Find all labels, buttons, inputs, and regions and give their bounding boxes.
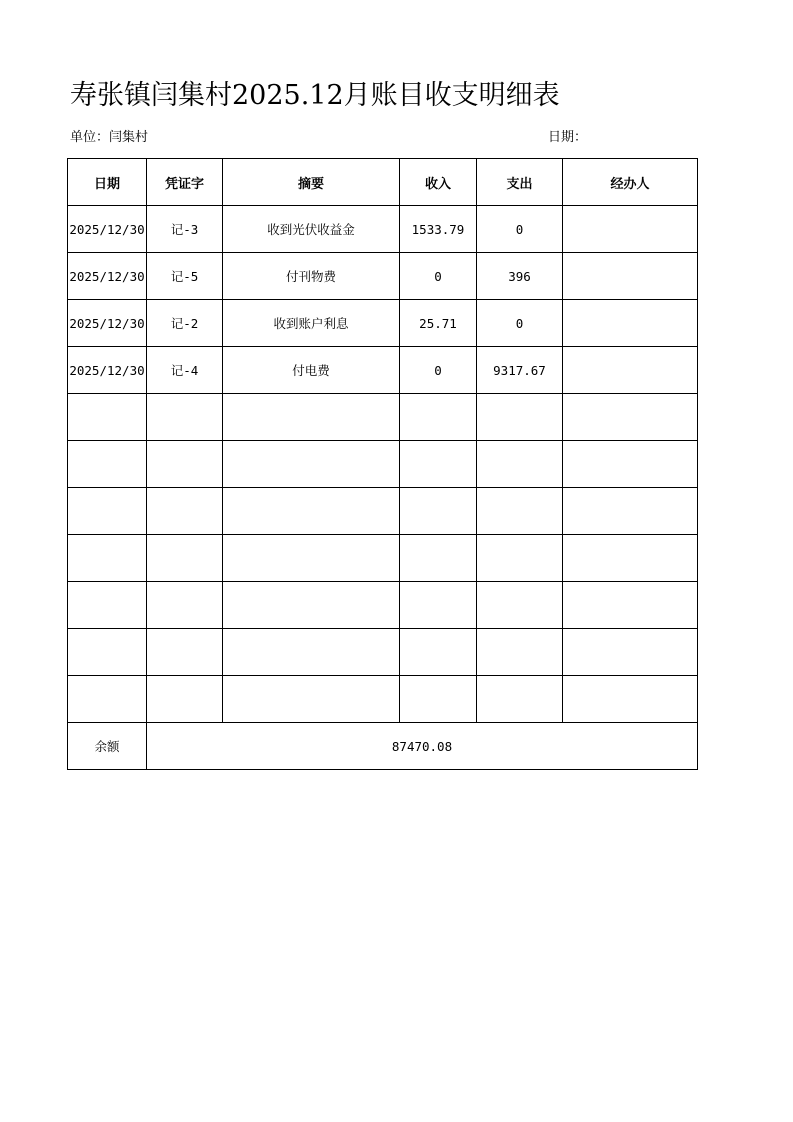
cell-income: 0 — [400, 253, 477, 300]
cell-handler — [563, 347, 698, 394]
balance-row — [68, 723, 698, 770]
cell-voucher: 记-2 — [147, 300, 223, 347]
table-header-row — [68, 159, 698, 206]
cell-summary: 收到光伏收益金 — [223, 206, 400, 253]
cell-handler — [563, 582, 698, 629]
cell-date: 2025/12/30 — [68, 300, 147, 347]
column-header-handler: 经办人 — [563, 159, 698, 206]
cell-handler — [563, 676, 698, 723]
cell-summary — [223, 535, 400, 582]
cell-summary — [223, 441, 400, 488]
cell-expense — [477, 629, 563, 676]
table-row — [68, 253, 698, 300]
cell-voucher — [147, 394, 223, 441]
cell-income — [400, 582, 477, 629]
table-row — [68, 488, 698, 535]
cell-voucher: 记-5 — [147, 253, 223, 300]
cell-summary — [223, 629, 400, 676]
balance-value: 87470.08 — [147, 723, 698, 770]
column-header-income: 收入 — [400, 159, 477, 206]
cell-income: 25.71 — [400, 300, 477, 347]
cell-expense: 396 — [477, 253, 563, 300]
cell-summary — [223, 488, 400, 535]
date-label: 日期： — [548, 130, 588, 145]
cell-date — [68, 488, 147, 535]
cell-income — [400, 676, 477, 723]
cell-handler — [563, 206, 698, 253]
cell-voucher — [147, 488, 223, 535]
cell-expense: 0 — [477, 300, 563, 347]
cell-income: 0 — [400, 347, 477, 394]
table-row — [68, 206, 698, 253]
cell-summary — [223, 582, 400, 629]
cell-income — [400, 535, 477, 582]
cell-summary: 收到账户利息 — [223, 300, 400, 347]
cell-date — [68, 394, 147, 441]
table-row — [68, 394, 698, 441]
cell-date — [68, 535, 147, 582]
cell-date — [68, 582, 147, 629]
cell-voucher — [147, 582, 223, 629]
cell-handler — [563, 253, 698, 300]
cell-voucher: 记-3 — [147, 206, 223, 253]
cell-date: 2025/12/30 — [68, 206, 147, 253]
column-header-expense: 支出 — [477, 159, 563, 206]
cell-date — [68, 441, 147, 488]
cell-income — [400, 394, 477, 441]
table-row — [68, 676, 698, 723]
cell-date: 2025/12/30 — [68, 253, 147, 300]
page-title: 寿张镇闫集村2025.12月账目收支明细表 — [70, 80, 560, 111]
cell-handler — [563, 394, 698, 441]
cell-voucher — [147, 441, 223, 488]
cell-voucher — [147, 629, 223, 676]
ledger-table — [67, 158, 698, 770]
column-header-voucher: 凭证字 — [147, 159, 223, 206]
column-header-date: 日期 — [68, 159, 147, 206]
cell-voucher — [147, 676, 223, 723]
cell-voucher — [147, 535, 223, 582]
cell-income: 1533.79 — [400, 206, 477, 253]
column-header-summary: 摘要 — [223, 159, 400, 206]
table-row — [68, 629, 698, 676]
cell-income — [400, 629, 477, 676]
cell-date — [68, 629, 147, 676]
cell-expense — [477, 394, 563, 441]
cell-handler — [563, 300, 698, 347]
table-row — [68, 535, 698, 582]
cell-summary: 付刊物费 — [223, 253, 400, 300]
cell-income — [400, 488, 477, 535]
cell-summary — [223, 676, 400, 723]
cell-handler — [563, 488, 698, 535]
table-row — [68, 347, 698, 394]
table-row — [68, 582, 698, 629]
cell-expense: 0 — [477, 206, 563, 253]
cell-date: 2025/12/30 — [68, 347, 147, 394]
cell-handler — [563, 441, 698, 488]
cell-voucher: 记-4 — [147, 347, 223, 394]
cell-date — [68, 676, 147, 723]
cell-income — [400, 441, 477, 488]
cell-expense: 9317.67 — [477, 347, 563, 394]
cell-expense — [477, 676, 563, 723]
cell-expense — [477, 582, 563, 629]
balance-label: 余额 — [68, 723, 147, 770]
table-row — [68, 441, 698, 488]
cell-summary: 付电费 — [223, 347, 400, 394]
table-row — [68, 300, 698, 347]
cell-handler — [563, 629, 698, 676]
unit-label: 单位：闫集村 — [70, 130, 149, 145]
cell-expense — [477, 488, 563, 535]
cell-summary — [223, 394, 400, 441]
cell-expense — [477, 535, 563, 582]
cell-expense — [477, 441, 563, 488]
cell-handler — [563, 535, 698, 582]
